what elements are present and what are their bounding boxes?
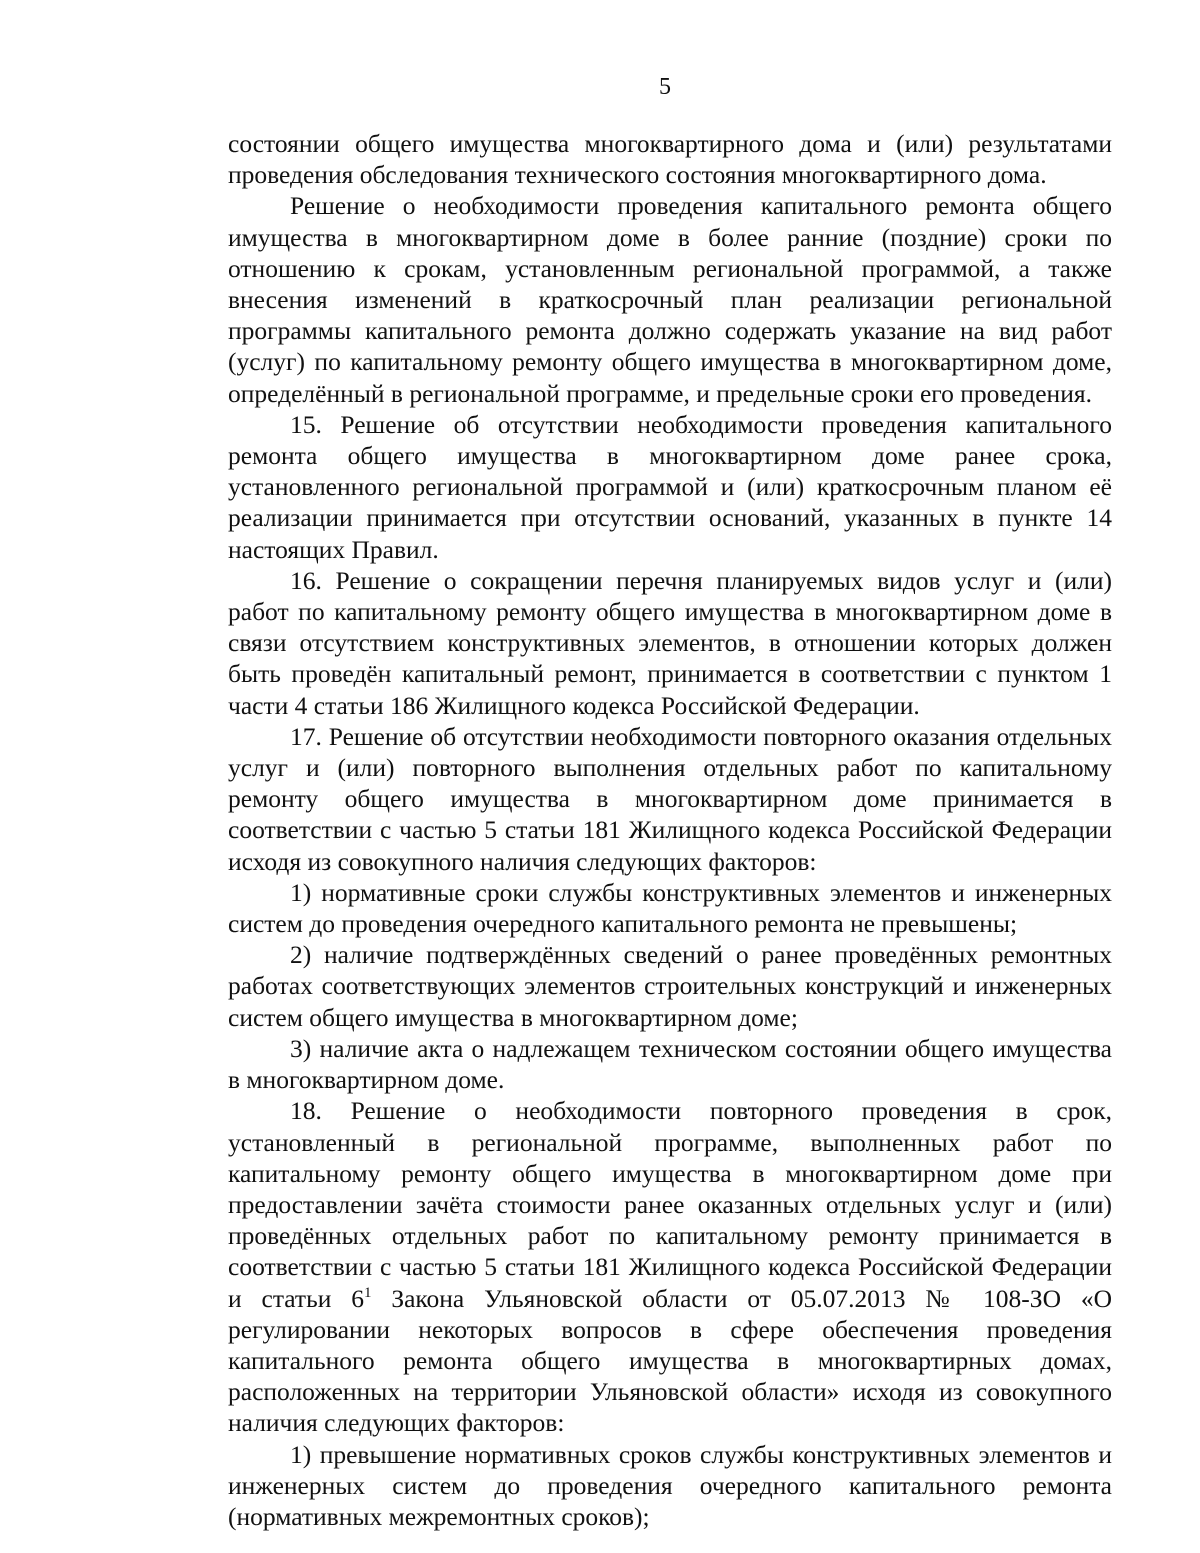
list-item-17-1: 1) нормативные сроки службы конструктивных элементов и инженерных систем до проведения очередного капитального ремонта не превышены;	[228, 877, 1112, 939]
article-superscript: 1	[363, 1284, 372, 1301]
paragraph-17: 17. Решение об отсутствии необходимости повторного оказания отдельных услуг и (или) повторного выполнения отдельных работ по капитальному ремонту общего имущества в многоквартирном доме принимается в соответствии с частью 5 статьи 181 Жилищного кодекса Российской Федерации исходя из совокупного наличия следующих факторов:	[228, 721, 1112, 876]
paragraph-18	[228, 1095, 1112, 1438]
list-item-17-2: 2) наличие подтверждённых сведений о ранее проведённых ремонтных работах соответствующих элементов строительных конструкций и инженерных систем общего имущества в многоквартирном доме;	[228, 940, 1112, 1032]
paragraph-decision-repair-terms: Решение о необходимости проведения капитального ремонта общего имущества в многоквартирном доме в более ранние (поздние) сроки по отношению к срокам, установленным региональной программой, а также внесения изменений в краткосрочный план реализации региональной программы капитального ремонта должно содержать указание на вид работ (услуг) по капитальному ремонту общего имущества в многоквартирном доме, определённый в региональной программе, и предельные сроки его проведения.	[228, 191, 1112, 408]
paragraph-18-text-start: 18. Решение о необходимости повторного проведения в срок, установленный в региональной программе, выполненных работ по капитальному ремонту общего имущества в многоквартирном доме при предоставлении зачёта стоимости ранее оказанных отдельных услуг и (или) проведённых отдельных работ по капитальному ремонту принимается в соответствии с частью 5 статьи 181 Жилищного кодекса Российской Федерации и статьи 6	[228, 1096, 1112, 1313]
paragraph-18-text-end: Закона Ульяновской области от 05.07.2013 № 108-ЗО «О регулировании некоторых вопросов в сфере обеспечения проведения капитального ремонта общего имущества в многоквартирных домах, расположенных на территории Ульяновской области» исходя из совокупного наличия следующих факторов:	[228, 1283, 1113, 1438]
list-item-18-1: 1) превышение нормативных сроков службы конструктивных элементов и инженерных систем до проведения очередного капитального ремонта (нормативных межремонтных сроков);	[228, 1439, 1112, 1531]
list-item-17-3: 3) наличие акта о надлежащем техническом состоянии общего имущества в многоквартирном доме.	[228, 1033, 1112, 1095]
paragraph-15: 15. Решение об отсутствии необходимости проведения капитального ремонта общего имущества в многоквартирном доме ранее срока, установленного региональной программой и (или) краткосрочным планом её реализации принимается при отсутствии оснований, указанных в пункте 14 настоящих Правил.	[228, 409, 1112, 564]
document-body	[228, 128, 1112, 1532]
page-number: 5	[659, 74, 671, 100]
paragraph-continuation: состоянии общего имущества многоквартирного дома и (или) результатами проведения обследования технического состояния многоквартирного дома.	[228, 129, 1112, 190]
paragraph-16: 16. Решение о сокращении перечня планируемых видов услуг и (или) работ по капитальному ремонту общего имущества в многоквартирном доме в связи отсутствием конструктивных элементов, в отношении которых должен быть проведён капитальный ремонт, принимается в соответствии с пунктом 1 части 4 статьи 186 Жилищного кодекса Российской Федерации.	[228, 565, 1112, 720]
